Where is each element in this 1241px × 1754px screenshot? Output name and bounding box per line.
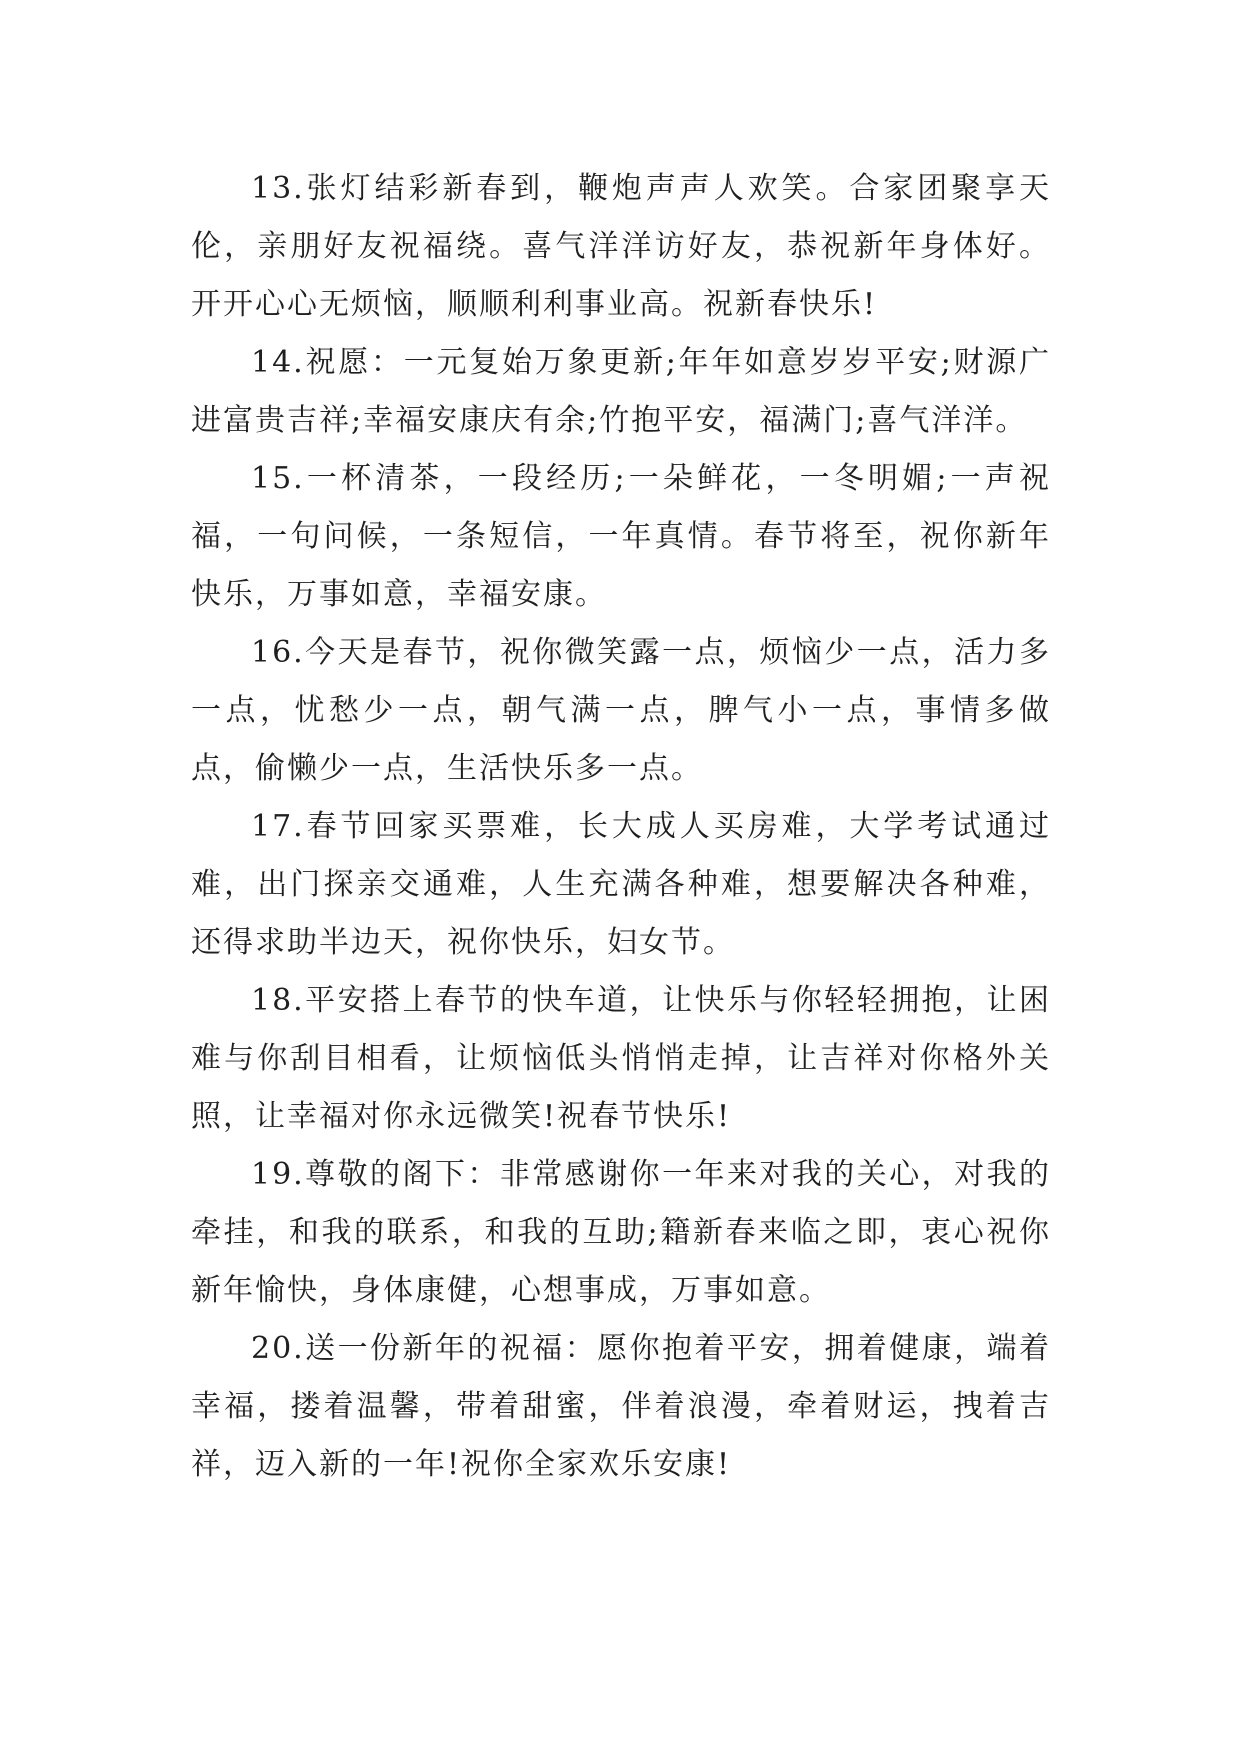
paragraph-18: 18.平安搭上春节的快车道，让快乐与你轻轻拥抱，让困难与你刮目相看，让烦恼低头悄悄走掉，让吉祥对你格外关照，让幸福对你永远微笑!祝春节快乐! [191, 983, 1051, 1134]
document-body [191, 160, 1051, 1494]
paragraph-14: 14.祝愿：一元复始万象更新;年年如意岁岁平安;财源广进富贵吉祥;幸福安康庆有余;竹抱平安，福满门;喜气洋洋。 [191, 345, 1051, 438]
paragraph-20: 20.送一份新年的祝福：愿你抱着平安，拥着健康，端着幸福，搂着温馨，带着甜蜜，伴着浪漫，牵着财运，拽着吉祥，迈入新的一年!祝你全家欢乐安康! [191, 1331, 1051, 1482]
paragraph-16: 16.今天是春节，祝你微笑露一点，烦恼少一点，活力多一点，忧愁少一点，朝气满一点，脾气小一点，事情多做点，偷懒少一点，生活快乐多一点。 [191, 635, 1051, 786]
paragraph-15: 15.一杯清茶，一段经历;一朵鲜花，一冬明媚;一声祝福，一句问候，一条短信，一年真情。春节将至，祝你新年快乐，万事如意，幸福安康。 [191, 461, 1051, 612]
paragraph-17: 17.春节回家买票难，长大成人买房难，大学考试通过难，出门探亲交通难，人生充满各种难，想要解决各种难，还得求助半边天，祝你快乐，妇女节。 [191, 809, 1051, 960]
paragraph-13: 13.张灯结彩新春到，鞭炮声声人欢笑。合家团聚享天伦，亲朋好友祝福绕。喜气洋洋访好友，恭祝新年身体好。开开心心无烦恼，顺顺利利事业高。祝新春快乐! [191, 171, 1051, 322]
paragraph-19: 19.尊敬的阁下：非常感谢你一年来对我的关心，对我的牵挂，和我的联系，和我的互助;籍新春来临之即，衷心祝你新年愉快，身体康健，心想事成，万事如意。 [191, 1157, 1051, 1308]
